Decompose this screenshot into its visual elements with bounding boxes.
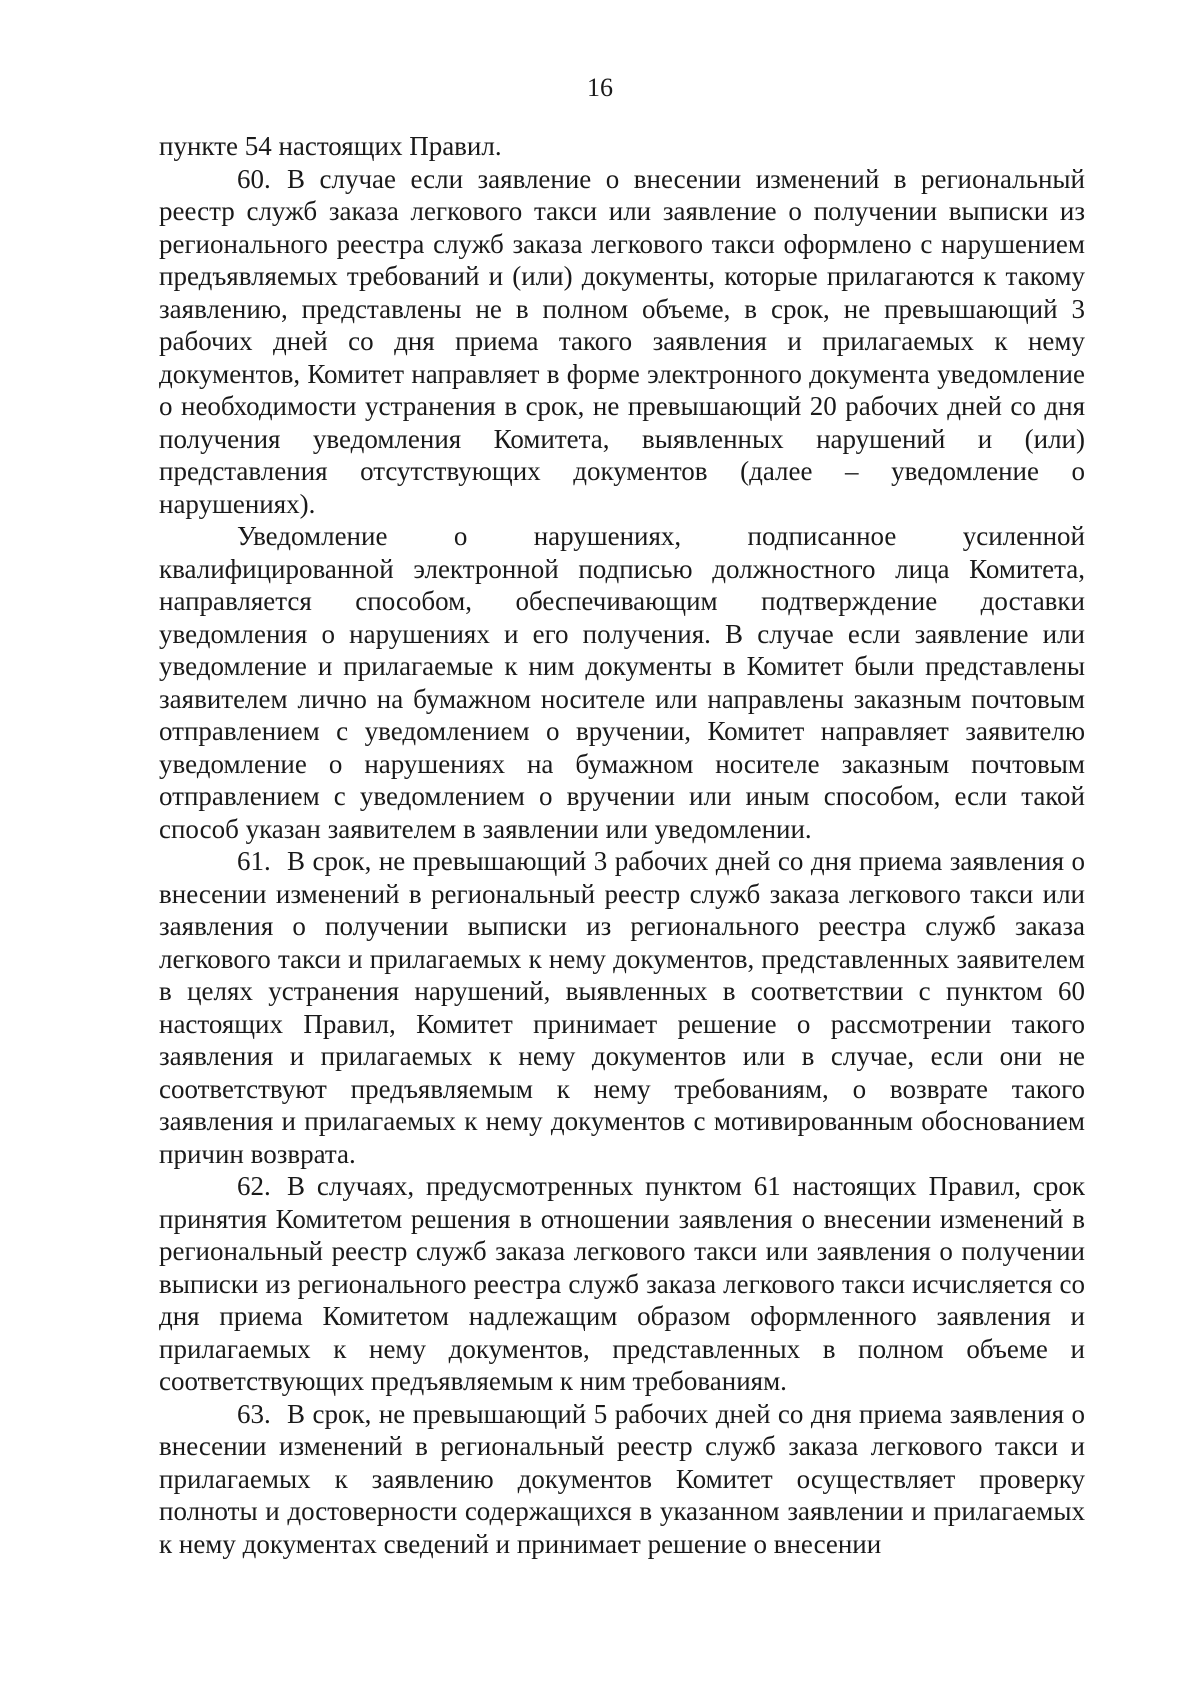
paragraph-text: пункте 54 настоящих Правил. xyxy=(159,131,502,161)
paragraph-60-notice xyxy=(159,520,1085,845)
paragraph-61 xyxy=(159,845,1085,1170)
paragraph-text: В случае если заявление о внесении изменений в региональный реестр служб заказа легкового такси или заявление о получении выписки из регионального реестра служб заказа легкового такси оформлено с нарушением предъявляемых требований и (или) документы, которые прилагаются к такому заявлению, представлены не в полном объеме, в срок, не превышающий 3 рабочих дней со дня приема такого заявления и прилагаемых к нему документов, Комитет направляет в форме электронного документа уведомление о необходимости устранения в срок, не превышающий 20 рабочих дней со дня получения уведомления Комитета, выявленных нарушений и (или) представления отсутствующих документов (далее – уведомление о нарушениях). xyxy=(159,163,1085,519)
paragraph-text: В срок, не превышающий 3 рабочих дней со дня приема заявления о внесении изменений в региональный реестр служб заказа легкового такси или заявления о получении выписки из регионального реестра служб заказа легкового такси и прилагаемых к нему документов, представленных заявителем в целях устранения нарушений, выявленных в соответствии с пунктом 60 настоящих Правил, Комитет принимает решение о рассмотрении такого заявления и прилагаемых к нему документов или в случае, если они не соответствуют предъявляемым к нему требованиям, о возврате такого заявления и прилагаемых к нему документов с мотивированным обоснованием причин возврата. xyxy=(159,846,1085,1169)
document-body xyxy=(159,130,1085,1560)
paragraph-number: 62. xyxy=(237,1171,271,1201)
paragraph-62 xyxy=(159,1170,1085,1398)
paragraph-number: 60. xyxy=(237,163,271,194)
paragraph-number: 61. xyxy=(237,846,271,876)
paragraph-text: В случаях, предусмотренных пунктом 61 настоящих Правил, срок принятия Комитетом решения в отношении заявления о внесении изменений в региональный реестр служб заказа легкового такси или заявления о получении выписки из регионального реестра служб заказа легкового такси исчисляется со дня приема Комитетом надлежащим образом оформленного заявления и прилагаемых к нему документов, представленных в полном объеме и соответствующих предъявляемым к ним требованиям. xyxy=(159,1171,1085,1396)
paragraph-60 xyxy=(159,163,1085,521)
paragraph-continuation xyxy=(159,130,1085,163)
paragraph-number: 63. xyxy=(237,1398,271,1429)
page-number: 16 xyxy=(587,73,613,102)
paragraph-63 xyxy=(159,1398,1085,1561)
paragraph-text: В срок, не превышающий 5 рабочих дней со дня приема заявления о внесении изменений в региональный реестр служб заказа легкового такси и прилагаемых к заявлению документов Комитет осуществляет проверку полноты и достоверности содержащихся в указанном заявлении и прилагаемых к нему документах сведений и принимает решение о внесении xyxy=(159,1398,1085,1559)
paragraph-text: Уведомление о нарушениях, подписанное усиленной квалифицированной электронной подписью должностного лица Комитета, направляется способом, обеспечивающим подтверждение доставки уведомления о нарушениях и его получения. В случае если заявление или уведомление и прилагаемые к ним документы в Комитет были представлены заявителем лично на бумажном носителе или направлены заказным почтовым отправлением с уведомлением о вручении, Комитет направляет заявителю уведомление о нарушениях на бумажном носителе заказным почтовым отправлением с уведомлением о вручении или иным способом, если такой способ указан заявителем в заявлении или уведомлении. xyxy=(159,521,1085,844)
